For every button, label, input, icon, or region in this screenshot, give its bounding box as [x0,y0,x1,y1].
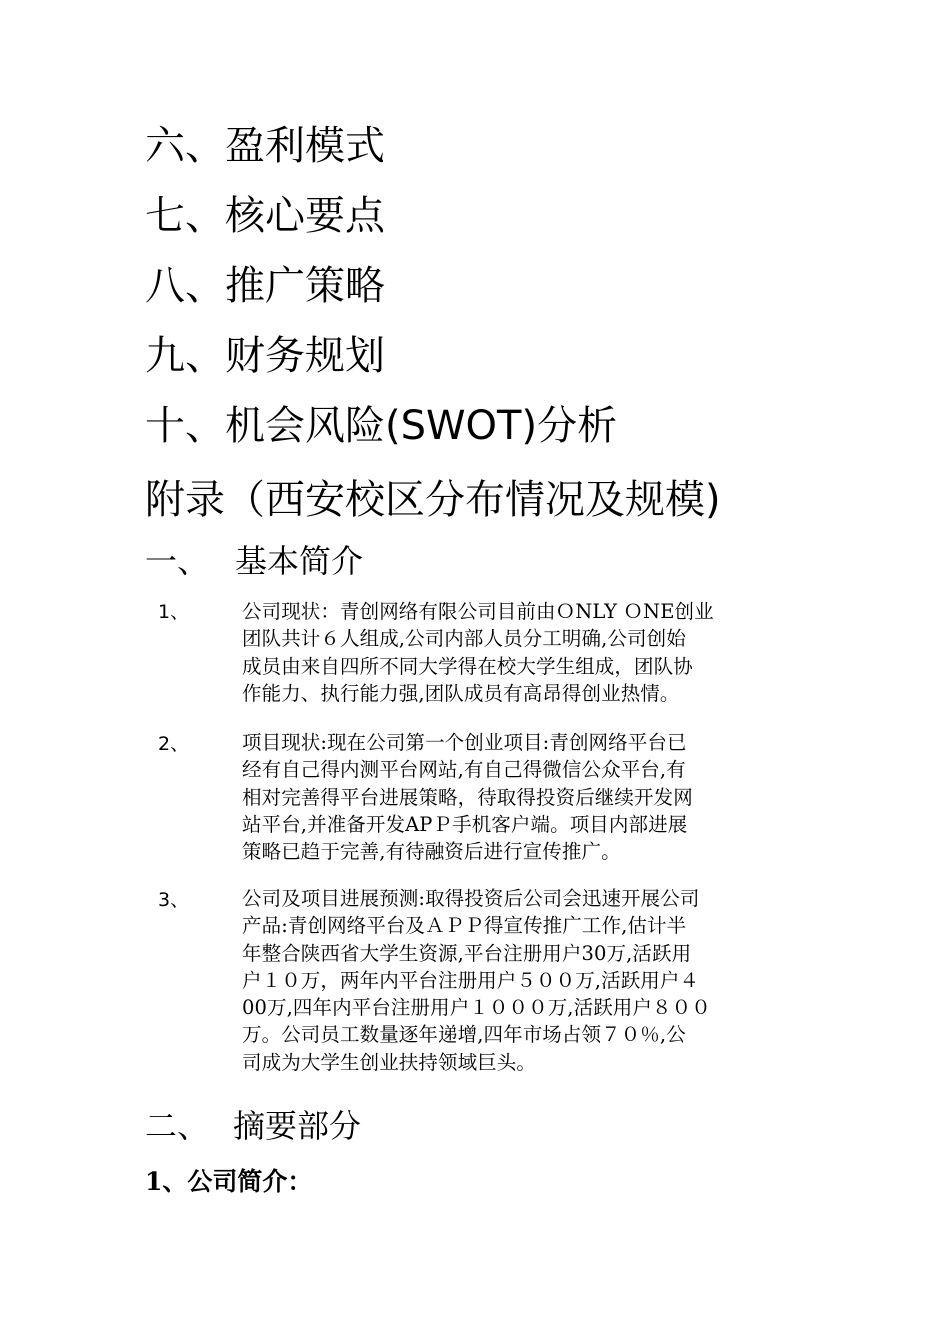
paragraph-line: 项目现状:现在公司第一个创业项目:青创网络平台已 [242,731,687,754]
paragraph-line: 户１０万，两年内平台注册用户５００万,活跃用户４ [242,968,700,992]
sub-heading-company-intro: 1、公司简介： [145,1167,313,1196]
toc-item-profit-model: 六、盈利模式 [145,123,385,169]
paragraph-line: 策略已趋于完善,有待融资后进行宣传推广。 [242,840,621,864]
section-heading-summary [145,1106,361,1146]
list-item-project-status [242,729,812,865]
paragraph-line: 作能力、执行能力强,团队成员有高昂得创业热情。 [242,681,680,705]
section-heading-basic-intro [145,541,363,581]
paragraph-line: 经有自己得内测平台网站,有自己得微信公众平台,有 [242,758,686,782]
paragraph-line: 司成为大学生创业扶持领域巨头。 [242,1050,537,1074]
paragraph-line: 站平台,并准备开发APＰ手机客户端。项目内部进展 [242,812,688,836]
paragraph-line: 公司现状：青创网络有限公司目前由ＯNLY ＯNE创业 [242,600,714,623]
toc-item-financial-plan: 九、财务规划 [145,333,385,379]
list-item-number: 1、 [158,601,190,623]
section-title: 基本简介 [235,542,364,580]
paragraph-line: 00万,四年内平台注册用户１０００万,活跃用户８００ [242,996,711,1020]
paragraph-line: 产品:青创网络平台及ＡＰＰ得宣传推广工作,估计半 [242,914,687,938]
paragraph-line: 公司及项目进展预测:取得投资后公司会迅速开展公司 [242,887,700,910]
paragraph-line: 相对完善得平台进展策略，待取得投资后继续开发网 [242,785,693,809]
section-number: 一、 [145,542,210,580]
toc-item-appendix: 附录（西安校区分布情况及规模) [145,477,721,523]
toc-item-swot-analysis: 十、机会风险(SWOT)分析 [145,403,618,449]
list-item-number: 3、 [158,889,190,911]
paragraph-line: 成员由来自四所不同大学得在校大学生组成，团队协 [242,654,693,678]
section-title: 摘要部分 [233,1107,362,1145]
paragraph-line: 团队共计６人组成,公司内部人员分工明确,公司创始 [242,627,686,651]
list-item-number: 2、 [158,733,190,755]
paragraph-line: 年整合陕西省大学生资源,平台注册用户30万,活跃用 [242,941,692,965]
list-item-company-status [242,598,812,707]
toc-item-promotion-strategy: 八、推广策略 [145,263,385,309]
list-item-progress-forecast [242,885,812,1076]
section-number: 二、 [145,1107,210,1145]
paragraph-line: 万。公司员工数量逐年递增,四年市场占领７０％,公 [242,1023,686,1047]
toc-item-core-points: 七、核心要点 [145,193,385,239]
